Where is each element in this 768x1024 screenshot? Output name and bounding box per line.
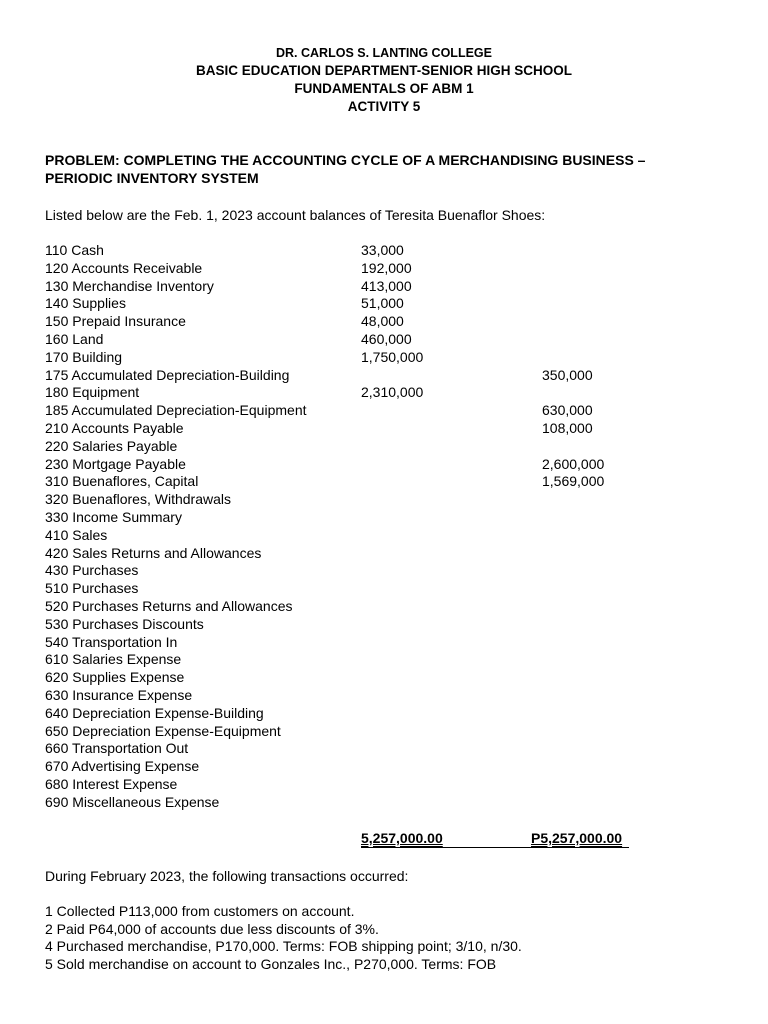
account-row (45, 687, 735, 705)
account-row (45, 776, 735, 794)
account-name: 620 Supplies Expense (45, 669, 185, 686)
account-row (45, 723, 735, 741)
account-row (45, 669, 735, 687)
problem-title-line-1: PROBLEM: COMPLETING THE ACCOUNTING CYCLE OF A MERCHANDISING BUSINESS – (45, 152, 646, 168)
account-row (45, 509, 735, 527)
account-row (45, 562, 735, 580)
account-row (45, 349, 735, 367)
transaction-item: 4 Purchased merchandise, P170,000. Terms: FOB shipping point; 3/10, n/30. (45, 938, 522, 954)
account-row (45, 313, 735, 331)
account-name: 630 Insurance Expense (45, 686, 193, 703)
account-name: 170 Building (45, 348, 123, 365)
account-row (45, 758, 735, 776)
account-row (45, 634, 735, 652)
account-row (45, 545, 735, 563)
account-debit: 1,750,000 (361, 348, 424, 365)
total-debit: 5,257,000.00 (361, 830, 443, 846)
account-name: 610 Salaries Expense (45, 651, 182, 668)
account-row (45, 295, 735, 313)
account-name: 330 Income Summary (45, 508, 182, 525)
activity-title: ACTIVITY 5 (347, 99, 421, 114)
transactions-list (45, 903, 735, 973)
account-row (45, 598, 735, 616)
account-name: 180 Equipment (45, 384, 140, 401)
account-row (45, 402, 735, 420)
account-row (45, 438, 735, 456)
account-name: 120 Accounts Receivable (45, 259, 203, 276)
account-credit: 2,600,000 (542, 455, 605, 472)
account-name: 670 Advertising Expense (45, 758, 200, 775)
account-debit: 413,000 (361, 277, 412, 294)
account-name: 650 Depreciation Expense-Equipment (45, 722, 281, 739)
account-name: 420 Sales Returns and Allowances (45, 544, 262, 561)
transactions-intro: During February 2023, the following transactions occurred: (45, 868, 409, 884)
problem-title-line-2: PERIODIC INVENTORY SYSTEM (45, 170, 259, 186)
account-name: 430 Purchases (45, 562, 139, 579)
account-name: 230 Mortgage Payable (45, 455, 186, 472)
problem-title (45, 151, 735, 187)
account-name: 410 Sales (45, 526, 108, 543)
account-row (45, 616, 735, 634)
account-name: 510 Purchases (45, 580, 139, 597)
account-row (45, 456, 735, 474)
account-name: 150 Prepaid Insurance (45, 313, 186, 330)
account-credit: 630,000 (542, 402, 593, 419)
account-name: 310 Buenaflores, Capital (45, 473, 199, 490)
account-balances-table (45, 242, 735, 812)
subject-name: FUNDAMENTALS OF ABM 1 (294, 81, 474, 96)
account-row (45, 420, 735, 438)
transaction-item: 2 Paid P64,000 of accounts due less discounts of 3%. (45, 920, 379, 937)
account-name: 220 Salaries Payable (45, 437, 178, 454)
account-row (45, 331, 735, 349)
account-credit: 1,569,000 (542, 473, 605, 490)
account-debit: 51,000 (361, 295, 404, 312)
account-row (45, 384, 735, 402)
account-row (45, 794, 735, 812)
account-name: 175 Accumulated Depreciation-Building (45, 366, 290, 383)
account-name: 140 Supplies (45, 295, 126, 312)
school-name: DR. CARLOS S. LANTING COLLEGE (276, 46, 492, 60)
account-name: 540 Transportation In (45, 633, 178, 650)
account-name: 530 Purchases Discounts (45, 615, 204, 632)
account-row (45, 651, 735, 669)
transaction-item: 5 Sold merchandise on account to Gonzales Inc., P270,000. Terms: FOB (45, 955, 497, 972)
account-name: 185 Accumulated Depreciation-Equipment (45, 402, 307, 419)
account-row (45, 527, 735, 545)
account-credit: 350,000 (542, 366, 593, 383)
account-debit: 48,000 (361, 313, 404, 330)
document-header (0, 44, 768, 116)
totals-row (45, 830, 735, 850)
account-name: 660 Transportation Out (45, 740, 189, 757)
department-name: BASIC EDUCATION DEPARTMENT-SENIOR HIGH SCHOOL (195, 63, 572, 78)
account-debit: 33,000 (361, 242, 404, 258)
total-credit: P5,257,000.00 (531, 830, 623, 846)
account-name: 210 Accounts Payable (45, 419, 184, 436)
account-row (45, 740, 735, 758)
account-name: 160 Land (45, 330, 104, 347)
account-name: 640 Depreciation Expense-Building (45, 704, 264, 721)
totals-rule (361, 847, 629, 848)
transaction-item: 1 Collected P113,000 from customers on account. (45, 903, 355, 919)
account-row (45, 278, 735, 296)
account-name: 520 Purchases Returns and Allowances (45, 597, 293, 614)
account-name: 320 Buenaflores, Withdrawals (45, 491, 231, 508)
account-row (45, 242, 735, 260)
account-debit: 460,000 (361, 330, 412, 347)
account-name: 680 Interest Expense (45, 775, 178, 792)
intro-text: Listed below are the Feb. 1, 2023 account balances of Teresita Buenaflor Shoes: (45, 207, 546, 223)
account-row (45, 491, 735, 509)
account-row (45, 260, 735, 278)
account-name: 690 Miscellaneous Expense (45, 793, 220, 810)
account-row (45, 473, 735, 491)
account-debit: 2,310,000 (361, 384, 424, 401)
account-credit: 108,000 (542, 419, 593, 436)
account-name: 130 Merchandise Inventory (45, 277, 214, 294)
account-name: 110 Cash (45, 242, 104, 258)
account-row (45, 705, 735, 723)
account-row (45, 367, 735, 385)
account-debit: 192,000 (361, 259, 412, 276)
account-row (45, 580, 735, 598)
